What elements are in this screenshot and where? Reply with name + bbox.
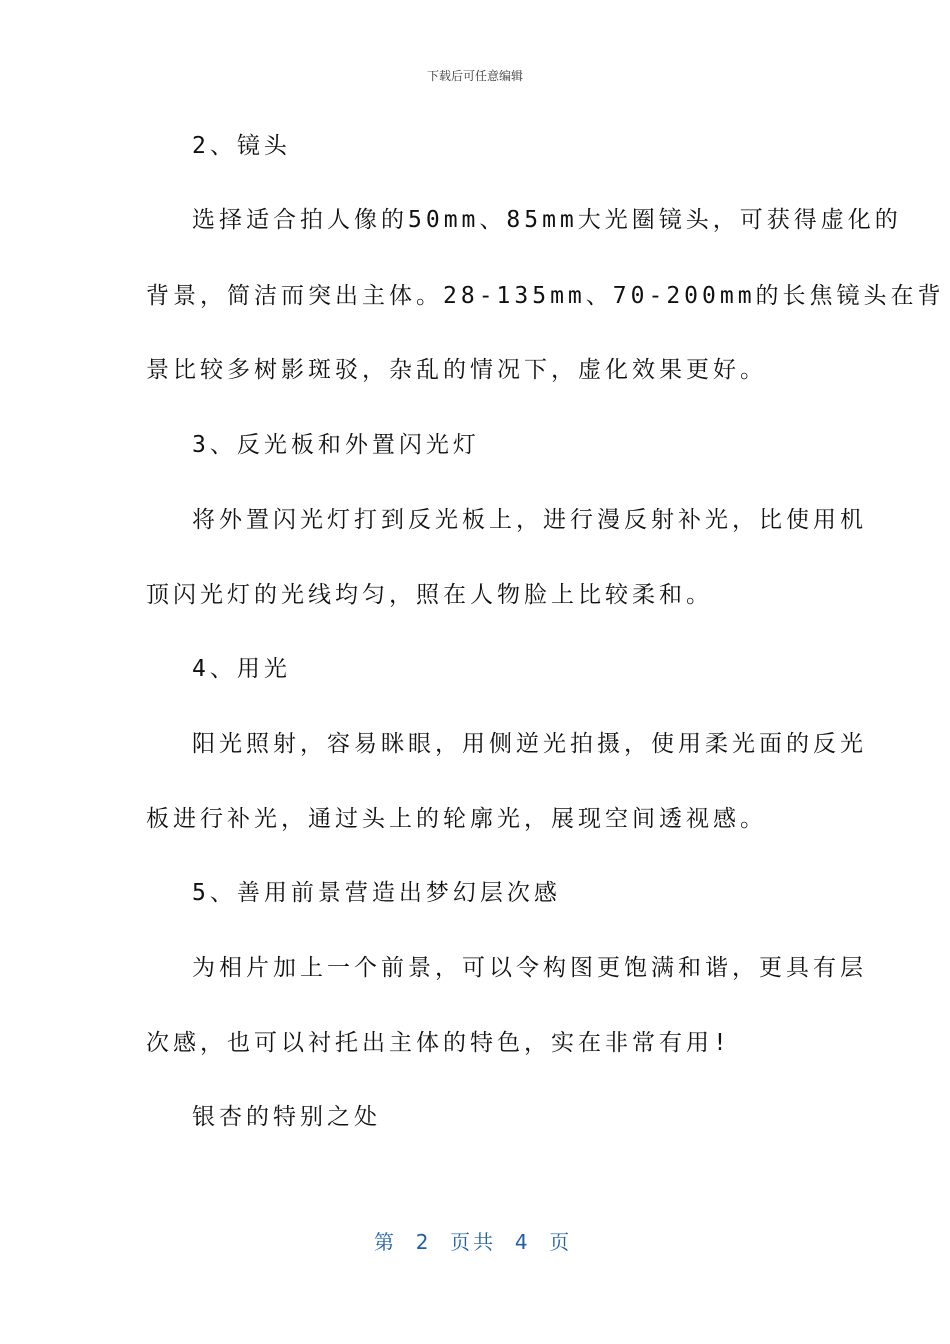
paragraph-line: 将外置闪光灯打到反光板上，进行漫反射补光，比使用机: [192, 507, 867, 533]
section-heading-lighting: 4、用光: [192, 656, 291, 682]
paragraph-line: 银杏的特别之处: [192, 1104, 381, 1130]
section-heading-foreground: 5、善用前景营造出梦幻层次感: [192, 880, 561, 906]
page-number-footer: 第 2 页共 4 页: [374, 1230, 573, 1254]
paragraph-line: 板进行补光，通过头上的轮廓光，展现空间透视感。: [146, 806, 767, 832]
paragraph-line: 阳光照射，容易眯眼，用侧逆光拍摄，使用柔光面的反光: [192, 731, 867, 757]
page-header-note: 下载后可任意编辑: [426, 69, 523, 83]
paragraph-line: 次感，也可以衬托出主体的特色，实在非常有用!: [146, 1030, 731, 1056]
section-heading-lens: 2、镜头: [192, 133, 291, 159]
paragraph-line: 顶闪光灯的光线均匀，照在人物脸上比较柔和。: [146, 582, 713, 608]
paragraph-line: 景比较多树影斑驳，杂乱的情况下，虚化效果更好。: [146, 357, 767, 383]
paragraph-line: 为相片加上一个前景，可以令构图更饱满和谐，更具有层: [192, 955, 867, 981]
paragraph-line: 背景，简洁而突出主体。28-135mm、70-200mm的长焦镜头在背: [146, 283, 945, 309]
paragraph-line: 选择适合拍人像的50mm、85mm大光圈镜头，可获得虚化的: [192, 207, 902, 233]
section-heading-reflector: 3、反光板和外置闪光灯: [192, 432, 480, 458]
